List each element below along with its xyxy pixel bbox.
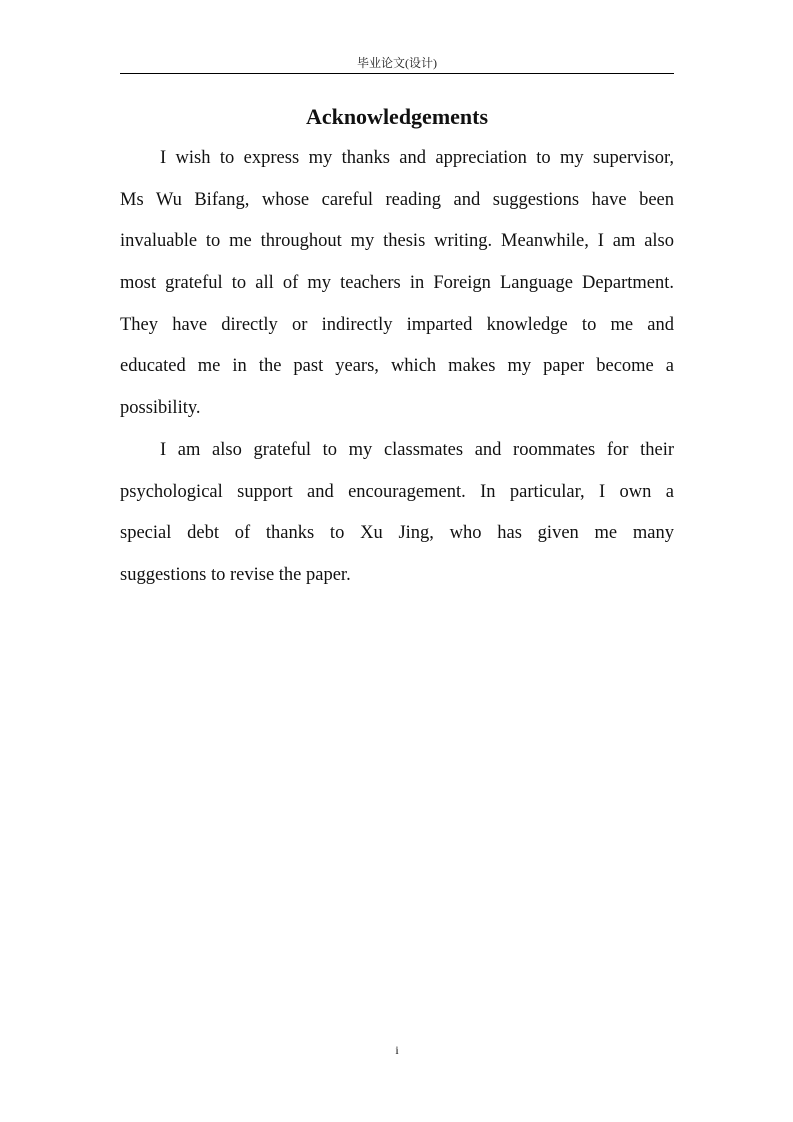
paragraph-classmates-thanks xyxy=(120,430,674,597)
text-line: They have directly or indirectly imparted knowledge to me and xyxy=(120,314,674,335)
header-divider xyxy=(120,73,674,74)
page-number: i xyxy=(395,1043,399,1057)
running-header: 毕业论文(设计) xyxy=(357,56,437,70)
text-line: possibility. xyxy=(120,398,201,419)
text-line: I wish to express my thanks and appreciation to my supervisor, xyxy=(160,148,674,168)
paragraph-supervisor-thanks xyxy=(120,138,674,430)
text-line: suggestions to revise the paper. xyxy=(120,564,351,585)
text-line: Ms Wu Bifang, whose careful reading and suggestions have been xyxy=(120,189,674,210)
text-line: invaluable to me throughout my thesis writing. Meanwhile, I am also xyxy=(120,231,674,252)
text-line: most grateful to all of my teachers in Foreign Language Department. xyxy=(120,273,674,294)
text-line: special debt of thanks to Xu Jing, who has given me many xyxy=(120,523,674,544)
text-line: educated me in the past years, which makes my paper become a xyxy=(120,356,674,377)
document-body xyxy=(120,138,674,597)
text-line: I am also grateful to my classmates and roommates for their xyxy=(160,439,674,460)
page-title: Acknowledgements xyxy=(305,104,489,129)
text-line: psychological support and encouragement. In particular, I own a xyxy=(120,481,674,502)
